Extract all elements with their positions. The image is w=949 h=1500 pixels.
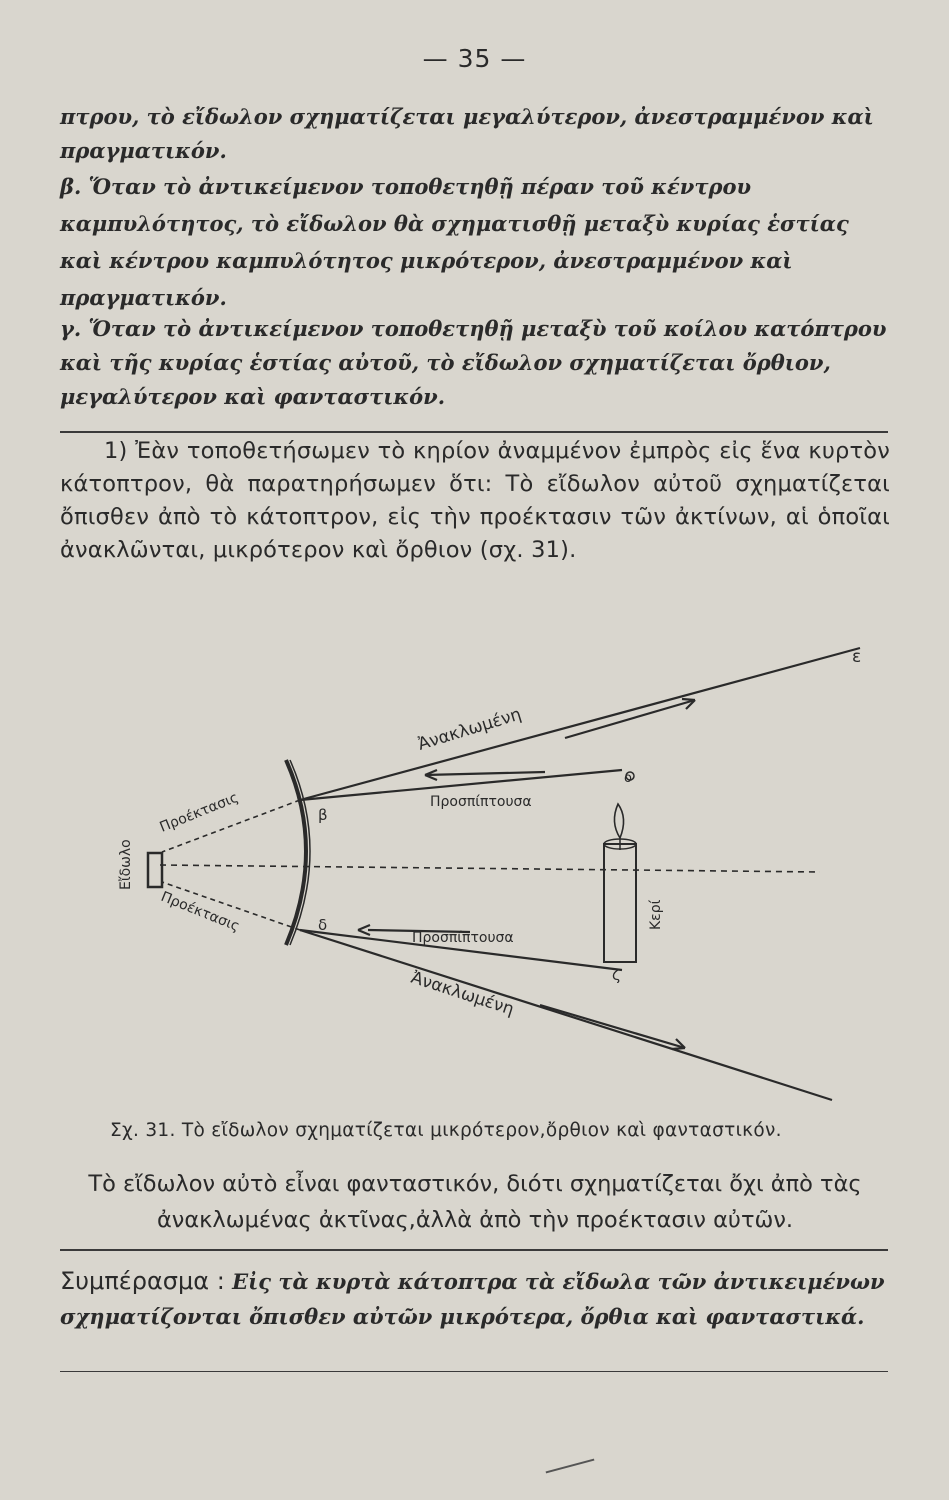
label-incident-bottom: Προσπίπτουσα — [412, 930, 514, 946]
paragraph-case-c: γ. Ὅταν τὸ ἀντικείμενον τοποθετηθῇ μεταξὺ τοῦ κοίλου κατόπτρου καὶ τῆς κυρίας ἑστίας αὐτοῦ, τὸ εἴδωλον σχηματίζεται ὄρθιον, μεγαλύτερον καὶ φανταστικόν. — [60, 316, 887, 409]
label-extension-top: Προέκτασις — [157, 789, 241, 836]
label-reflected-top: Ἀνακλωμένη — [415, 704, 524, 755]
label-point-e: ε — [852, 647, 862, 667]
label-candle: Κερί — [648, 899, 664, 930]
label-incident-top: Προσπίπτουσα — [430, 794, 532, 810]
paragraph-case-b: β. Ὅταν τὸ ἀντικείμενον τοποθετηθῇ πέραν τοῦ κέντρου καμπυλότητος, τὸ εἴδωλον θὰ σχηματισθῇ μεταξὺ κυρίας ἑστίας καὶ κέντρου καμπυλότητος μικρότερον, ἀνεστραμμένον καὶ πραγματικόν. — [60, 174, 849, 310]
conclusion-text: Εἰς τὰ κυρτὰ κάτοπτρα τὰ εἴδωλα τῶν ἀντικειμένων σχηματίζονται ὄπισθεν αὐτῶν μικρότερα, ὄρθια καὶ φανταστικά. — [60, 1269, 885, 1329]
conclusion — [60, 1264, 890, 1334]
label-point-b: β — [318, 806, 328, 824]
convex-mirror — [286, 760, 306, 945]
divider-middle — [60, 1249, 888, 1251]
label-point-d: δ — [318, 916, 328, 934]
figure-31-diagram — [0, 600, 949, 1120]
divider-top — [60, 431, 888, 433]
paragraph-convex-mirror-text: 1) Ἐὰν τοποθετήσωμεν τὸ κηρίον ἀναμμένον ἐμπρὸς εἰς ἕνα κυρτὸν κάτοπτρον, θὰ παρατηρήσωμεν ὅτι: Τὸ εἴδωλον αὐτοῦ σχηματίζεται ὄπισθεν ἀπὸ τὸ κάτοπτρον, εἰς τὴν προέκτασιν τῶν ἀκτίνων, αἱ ὁποῖαι ἀνακλῶνται, μικρότερον καὶ ὄρθιον (σχ. 31). — [60, 438, 890, 563]
paragraph-convex-mirror — [60, 435, 890, 567]
label-image: Εἴδωλο — [118, 839, 134, 890]
flame-icon — [614, 804, 623, 838]
reflected-ray-bottom — [300, 930, 832, 1100]
reflected-ray-top — [300, 648, 860, 800]
label-point-z: ζ — [612, 966, 621, 984]
virtual-image — [148, 853, 162, 887]
paragraph-virtual-image: Τὸ εἴδωλον αὐτὸ εἶναι φανταστικόν, διότι σχηματίζεται ὄχι ἀπὸ τὰς ἀνακλωμένας ἀκτῖνας,ἀλλὰ ἀπὸ τὴν προέκτασιν αὐτῶν. — [88, 1171, 862, 1233]
footer-mark — [546, 1459, 595, 1474]
conclusion-heading: Συμπέρασμα : — [60, 1267, 225, 1295]
divider-bottom — [60, 1371, 888, 1372]
candle — [604, 844, 636, 962]
label-reflected-bottom: Ἀνακλωμένη — [408, 967, 517, 1020]
label-extension-bottom: Προέκτασις — [158, 888, 242, 935]
principal-axis — [160, 865, 820, 872]
label-point-o: ο — [624, 771, 632, 786]
page-number: — 35 — — [422, 44, 527, 73]
figure-caption: Σχ. 31. Τὸ εἴδωλον σχηματίζεται μικρότερον,ὄρθιον καὶ φανταστικόν. — [110, 1120, 782, 1141]
paragraph-continuation: πτρου, τὸ εἴδωλον σχηματίζεται μεγαλύτερον, ἀνεστραμμένον καὶ πραγματικόν. — [60, 104, 874, 163]
